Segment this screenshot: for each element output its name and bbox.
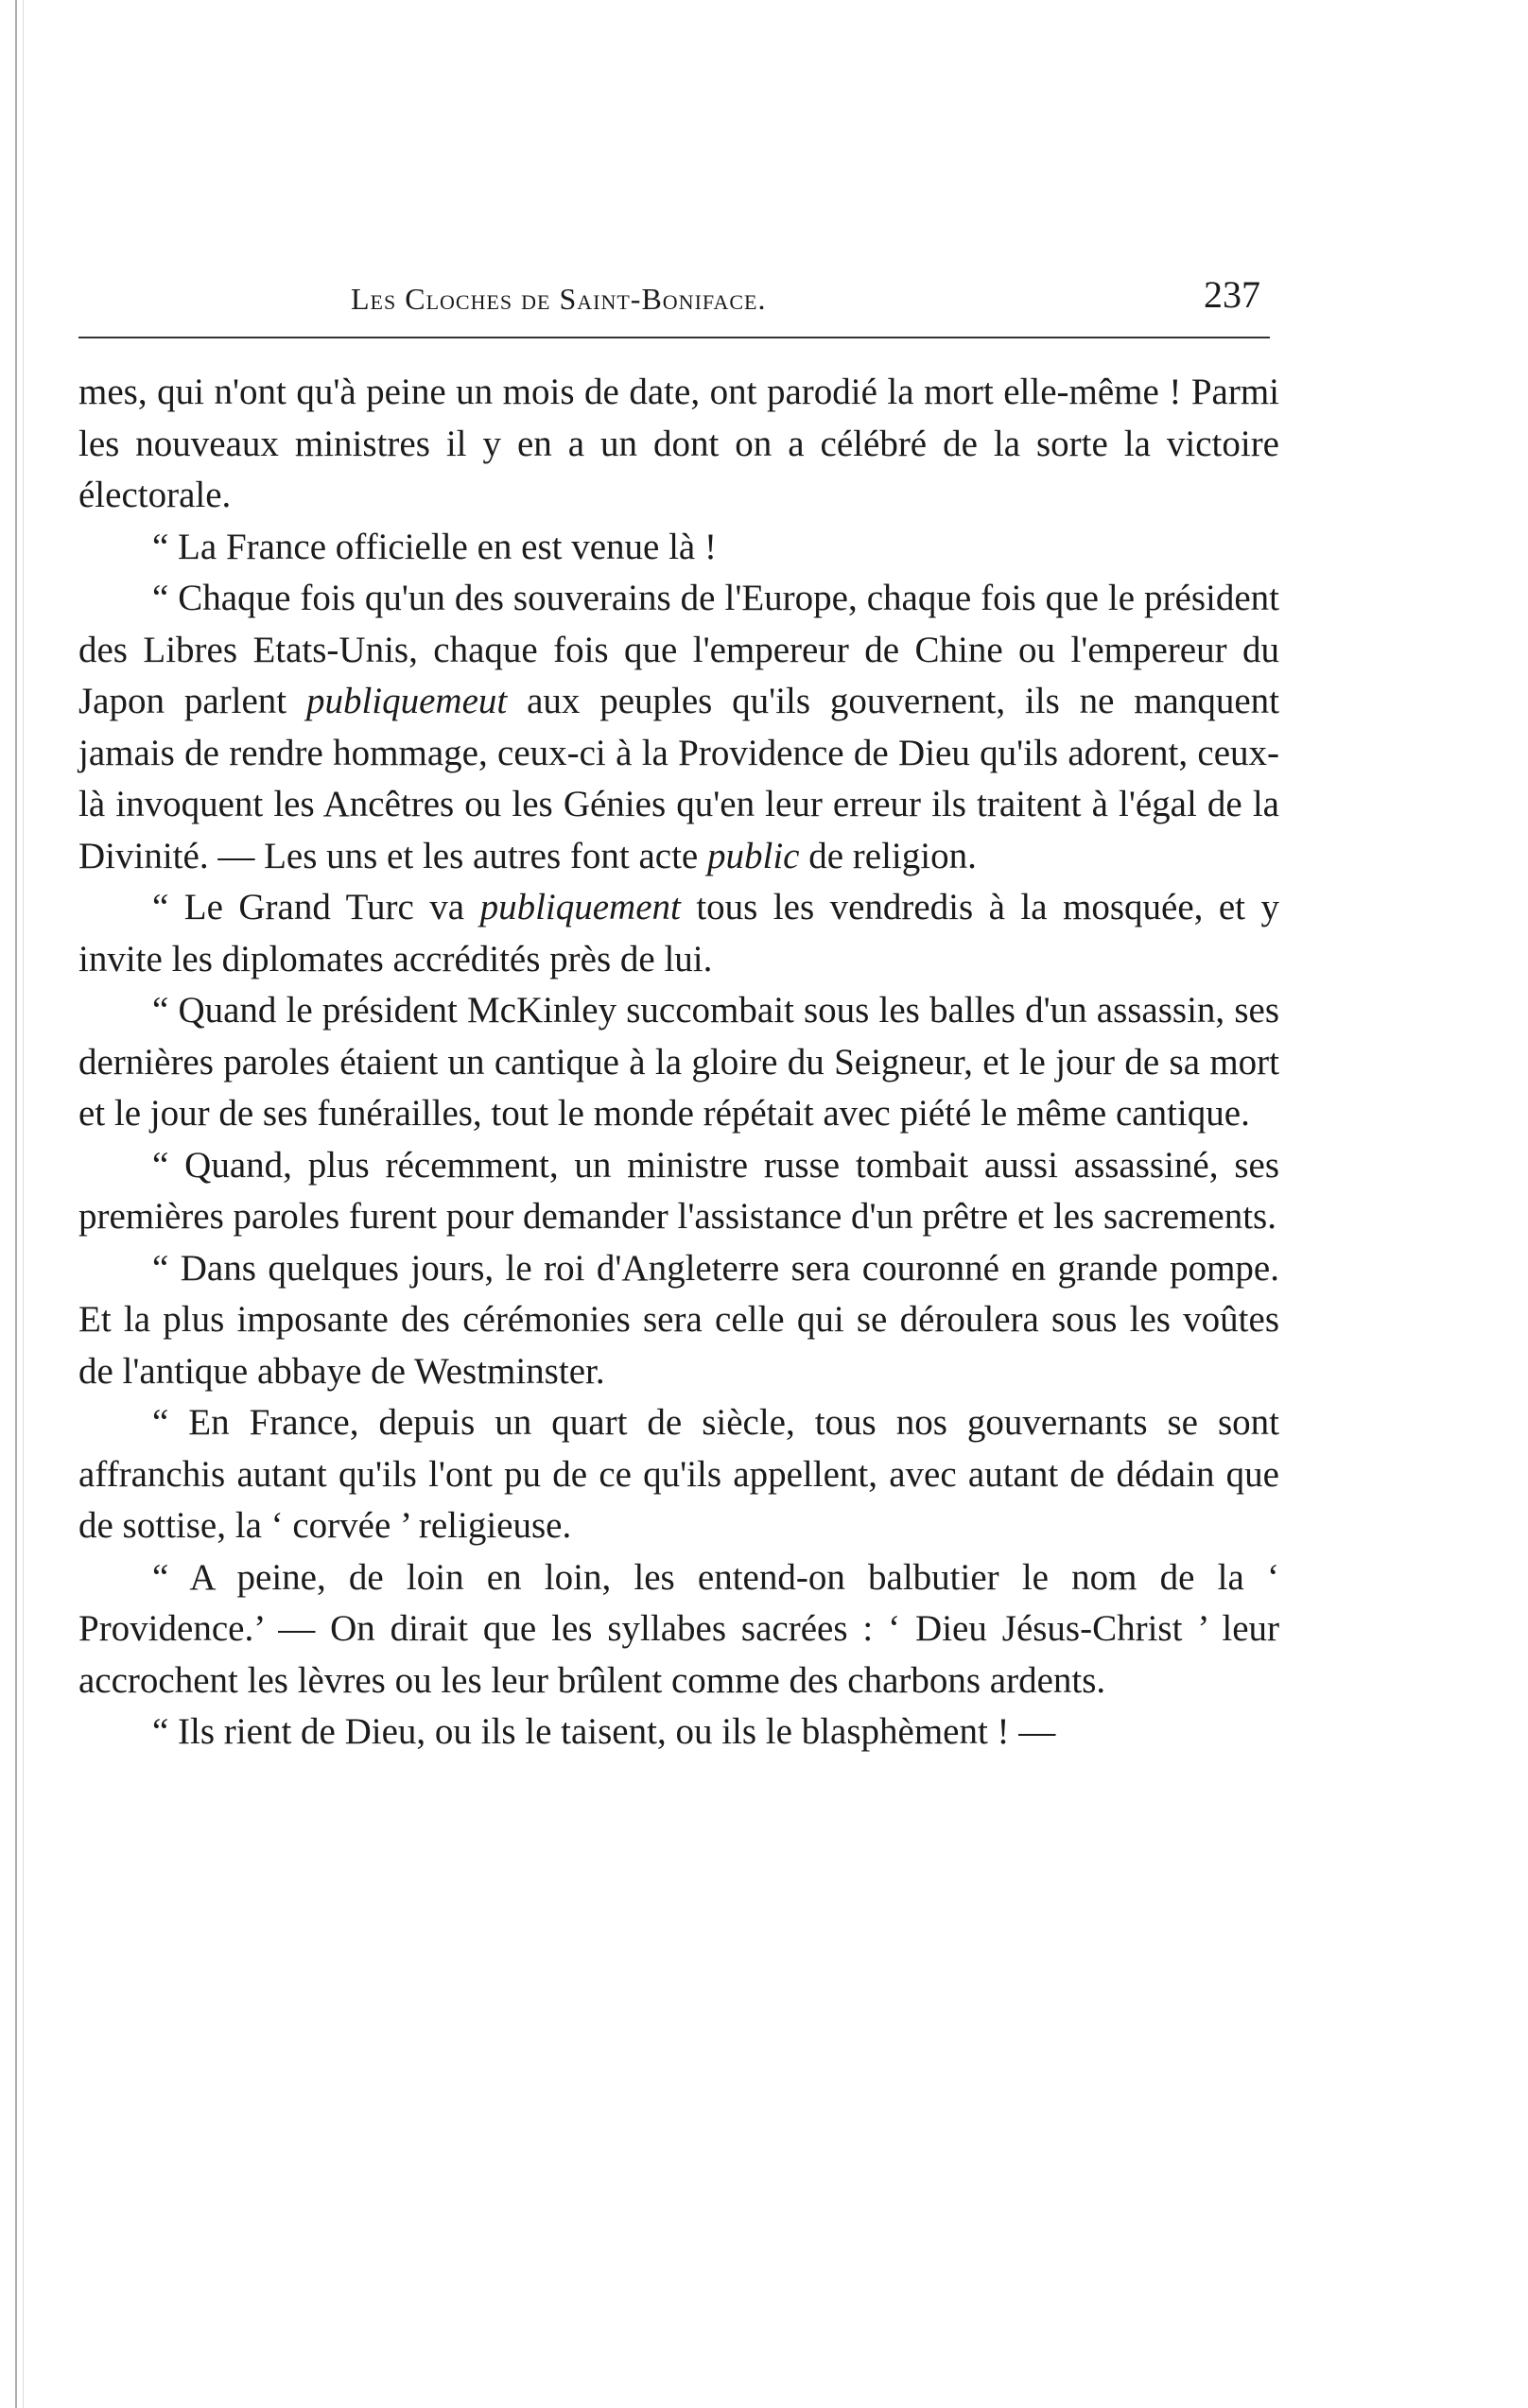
italic-word: public: [706, 835, 800, 876]
paragraph: “ Quand le président McKinley succombait sous les balles d'un assassin, ses dernières paroles étaient un cantique à la gloire du Seigneur, et le jour de sa mort et le jour de ses funérailles, tout le monde répétait avec piété le même cantique.: [78, 990, 1279, 1134]
body-text: [78, 367, 1279, 1758]
paragraph-text: tous les vendredis à la mosquée, et y invite les diplomates accrédités près de lui.: [78, 887, 1279, 979]
paragraph: [78, 882, 1279, 985]
page-edge-shadow: [15, 0, 17, 2408]
page-header: [78, 255, 1279, 331]
paragraph: “ En France, depuis un quart de siècle, tous nos gouvernants se sont affranchis autant qu'ils l'ont pu de ce qu'ils appellent, avec autant de dédain que de sottise, la ‘ corvée ’ religieuse.: [78, 1402, 1279, 1546]
paragraph-text: aux peuples qu'ils gouvernent, ils ne manquent jamais de rendre hommage, ceux-ci à la Providence de Dieu qu'ils adorent, ceux-là invoquent les Ancêtres ou les Génies qu'en leur erreur ils traitent à l'égal de la Divinité. — Les uns et les autres font acte: [78, 681, 1280, 876]
page-number: 237: [1204, 273, 1260, 316]
paragraph: “ Quand, plus récemment, un ministre russe tombait aussi assassiné, ses premières paroles furent pour demander l'assistance d'un prêtre et les sacrements.: [78, 1144, 1279, 1237]
paragraph-text: de religion.: [799, 835, 977, 876]
italic-word: publiquement: [479, 887, 681, 927]
running-title: Les Cloches de Saint-Boniface.: [351, 282, 767, 316]
paragraph: “ A peine, de loin en loin, les entend-on balbutier le nom de la ‘ Providence.’ — On dirait que les syllabes sacrées : ‘ Dieu Jésus-Christ ’ leur accrochent les lèvres ou les leur brûlent comme des charbons ardents.: [78, 1556, 1279, 1701]
paragraph-text: “ Le Grand Turc va: [152, 887, 480, 927]
paragraph: “ Dans quelques jours, le roi d'Angleterre sera couronné en grande pompe. Et la plus imposante des cérémonies sera celle qui se déroulera sous les voûtes de l'antique abbaye de Westminster.: [78, 1247, 1279, 1392]
italic-word: publiquemeut: [305, 681, 508, 721]
paragraph: “ La France officielle en est venue là !: [152, 526, 717, 567]
paragraph: mes, qui n'ont qu'à peine un mois de date, ont parodié la mort elle-même ! Parmi les nouveaux ministres il y en a un dont on a célébré de la sorte la victoire électorale.: [78, 372, 1279, 515]
paragraph: “ Ils rient de Dieu, ou ils le taisent, ou ils le blasphèment ! —: [152, 1711, 1056, 1752]
paragraph-text: “ Chaque fois qu'un des souverains de l'Europe, chaque fois que le président des Libres Etats-Unis, chaque fois que l'empereur de Chine ou l'empereur du Japon parlent: [78, 578, 1279, 721]
paragraph: [78, 573, 1279, 882]
header-rule: [78, 337, 1270, 338]
page-edge-line: [23, 0, 24, 2408]
